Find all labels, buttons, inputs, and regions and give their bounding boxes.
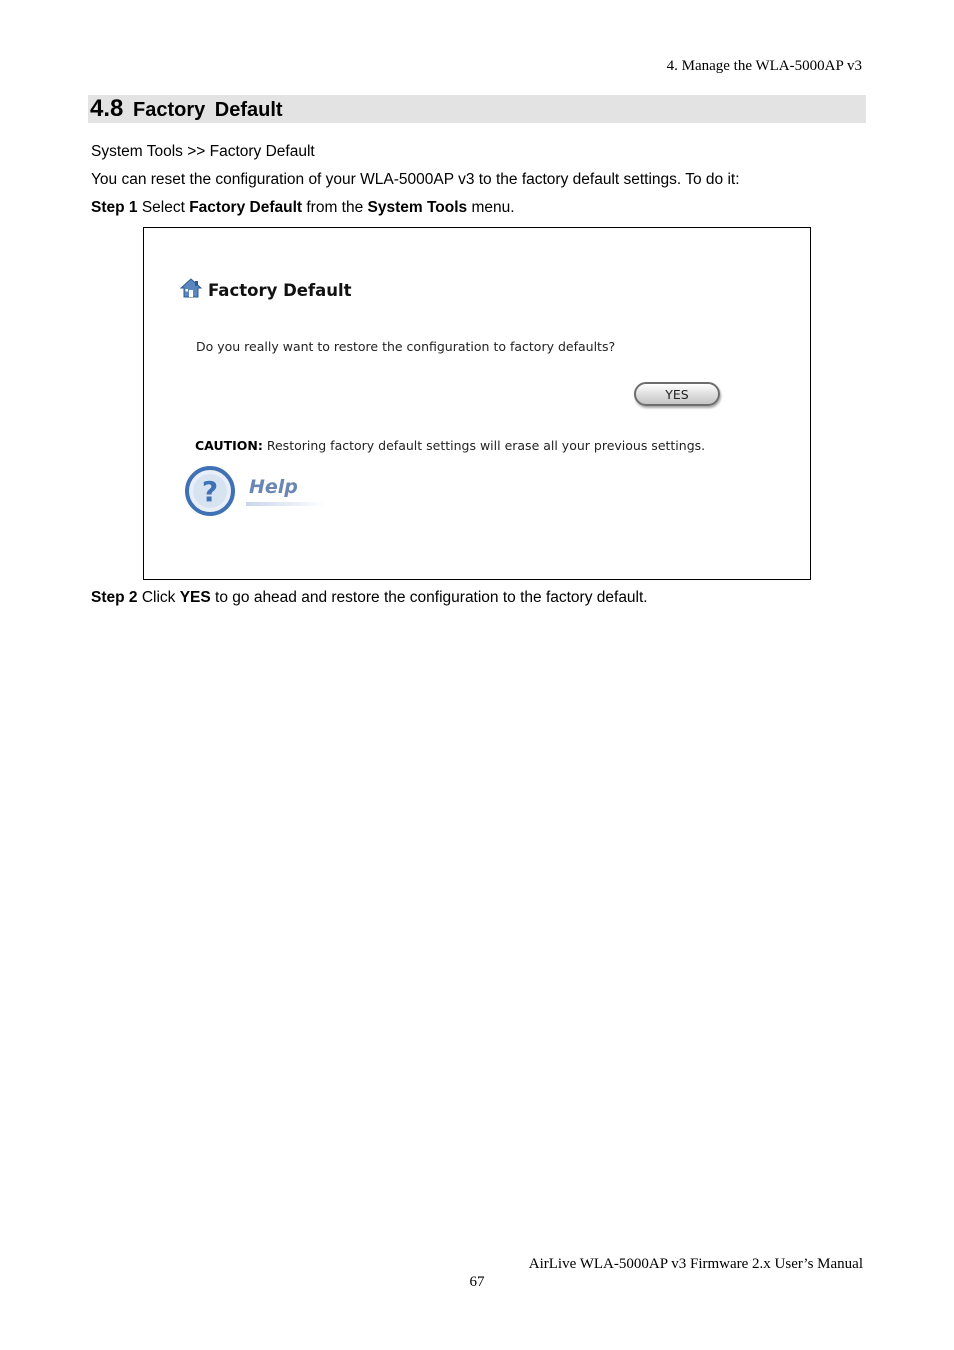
step-2-bold-a: YES bbox=[179, 589, 211, 606]
step-2-text-b: to go ahead and restore the configuration to the factory default. bbox=[210, 589, 648, 606]
home-icon bbox=[180, 278, 202, 303]
intro-paragraph: You can reset the configuration of your WLA-5000AP v3 to the factory default settings. To do it: bbox=[91, 171, 740, 188]
step-2-label: Step 2 bbox=[91, 589, 138, 606]
help-label: Help bbox=[249, 476, 298, 498]
step-1-label: Step 1 bbox=[91, 199, 138, 216]
step-1-paragraph bbox=[91, 199, 515, 217]
step-1-bold-b: System Tools bbox=[367, 199, 468, 216]
yes-button[interactable]: YES bbox=[634, 382, 720, 406]
running-header: 4. Manage the WLA-5000AP v3 bbox=[666, 58, 862, 74]
step-1-text-a: Select bbox=[137, 199, 190, 216]
step-1-bold-a: Factory Default bbox=[189, 199, 303, 216]
step-2-paragraph bbox=[91, 589, 648, 607]
menu-path: System Tools >> Factory Default bbox=[91, 143, 315, 160]
help-underline bbox=[246, 502, 326, 506]
section-title: Factory Default bbox=[133, 99, 283, 121]
section-number: 4.8 bbox=[90, 95, 124, 122]
step-1-text-c: menu. bbox=[467, 199, 515, 216]
step-2-text-a: Click bbox=[137, 589, 180, 606]
section-heading bbox=[88, 95, 866, 123]
page-number: 67 bbox=[469, 1274, 485, 1290]
caution-text: Restoring factory default settings will erase all your previous settings. bbox=[262, 438, 706, 453]
caution-message bbox=[195, 438, 705, 453]
footer-manual-title: AirLive WLA-5000AP v3 Firmware 2.x User’s Manual bbox=[528, 1256, 863, 1272]
screenshot-title-text: Factory Default bbox=[208, 281, 352, 300]
restore-question: Do you really want to restore the configuration to factory defaults? bbox=[196, 339, 616, 354]
step-1-text-b: from the bbox=[302, 199, 368, 216]
caution-label: CAUTION: bbox=[195, 438, 263, 453]
help-button[interactable] bbox=[184, 464, 329, 518]
screenshot-title bbox=[180, 278, 352, 303]
factory-default-screenshot bbox=[143, 227, 811, 580]
svg-text:?: ? bbox=[201, 475, 219, 508]
